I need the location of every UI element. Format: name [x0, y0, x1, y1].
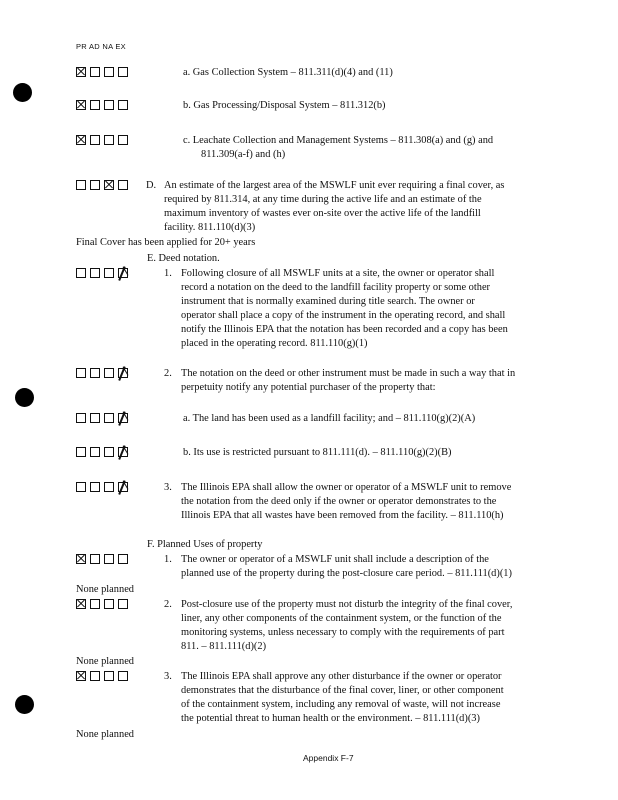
- item-text-line: The Illinois EPA shall allow the owner or operator of a MSWLF unit to remove: [181, 482, 512, 493]
- note-final-cover: Final Cover has been applied for 20+ years: [76, 237, 256, 248]
- note-none-planned-1: None planned: [76, 584, 134, 595]
- checkbox-ad[interactable]: [90, 599, 100, 609]
- item-text-line: Following closure of all MSWLF units at a site, the owner or operator shall: [181, 268, 495, 279]
- item-marker: D.: [146, 180, 157, 191]
- checkbox-pr[interactable]: [76, 268, 86, 278]
- checkbox-na[interactable]: [104, 368, 114, 378]
- item-text-line: liner, any other components of the containment system, or the function of the: [181, 613, 502, 624]
- item-text-line: maximum inventory of wastes ever on-site over the active life of the landfill: [164, 208, 481, 219]
- checkbox-na[interactable]: [104, 482, 114, 492]
- item-text-line: 811. – 811.111(d)(2): [181, 641, 267, 652]
- checkbox-ex[interactable]: [118, 482, 128, 492]
- item-text-line: operator shall place a copy of the instrument in the operating record, and shall: [181, 310, 506, 321]
- checkbox-group-d: [76, 180, 128, 190]
- item-text: a. The land has been used as a landfill facility; and – 811.110(g)(2)(A): [183, 413, 476, 424]
- checkbox-group-f3: [76, 671, 128, 681]
- checkbox-ex[interactable]: [118, 368, 128, 378]
- checkbox-ex[interactable]: [118, 599, 128, 609]
- checkbox-group-e3: [76, 482, 128, 492]
- checkbox-na[interactable]: [104, 554, 114, 564]
- item-text-line: the potential threat to human health or the environment. – 811.111(d)(3): [181, 713, 480, 724]
- checkbox-pr[interactable]: [76, 482, 86, 492]
- page-footer: Appendix F-7: [303, 753, 354, 763]
- note-none-planned-3: None planned: [76, 729, 134, 740]
- checkbox-na[interactable]: [104, 447, 114, 457]
- checkbox-na[interactable]: [104, 413, 114, 423]
- item-text-line: planned use of the property during the post-closure care period. – 811.111(d)(1): [181, 568, 512, 579]
- item-text-line: record a notation on the deed to the landfill facility property or some other: [181, 282, 491, 293]
- checkbox-na[interactable]: [104, 67, 114, 77]
- item-text-line: 811.309(a-f) and (h): [201, 149, 286, 160]
- item-text-line: The Illinois EPA shall approve any other disturbance if the owner or operator: [181, 671, 502, 682]
- checkbox-pr[interactable]: [76, 413, 86, 423]
- checkbox-ex[interactable]: [118, 67, 128, 77]
- item-text-line: demonstrates that the disturbance of the final cover, liner, or other component: [181, 685, 504, 696]
- section-f-heading: F. Planned Uses of property: [147, 539, 263, 550]
- hole-punch-bottom: [15, 695, 34, 714]
- checkbox-pr[interactable]: [76, 100, 86, 110]
- item-text-line: of the containment system, including any removal of waste, will not increase: [181, 699, 501, 710]
- checkbox-ex[interactable]: [118, 268, 128, 278]
- item-text-line: required by 811.314, at any time during the active life and an estimate of the: [164, 194, 482, 205]
- checkbox-ex[interactable]: [118, 554, 128, 564]
- item-text-line: instrument that is normally examined during title search. The owner or: [181, 296, 475, 307]
- checkbox-ad[interactable]: [90, 135, 100, 145]
- checkbox-group-e2: [76, 368, 128, 378]
- item-text-line: Post-closure use of the property must not disturb the integrity of the final cover,: [181, 599, 513, 610]
- checkbox-ad[interactable]: [90, 268, 100, 278]
- checkbox-ad[interactable]: [90, 100, 100, 110]
- item-marker: 2.: [164, 599, 172, 610]
- hole-punch-top: [13, 83, 32, 102]
- checkbox-na[interactable]: [104, 135, 114, 145]
- checkbox-ad[interactable]: [90, 482, 100, 492]
- item-text: a. Gas Collection System – 811.311(d)(4) and (11): [183, 67, 393, 78]
- item-text-line: The owner or operator of a MSWLF unit shall include a description of the: [181, 554, 489, 565]
- checkbox-na[interactable]: [104, 671, 114, 681]
- checkbox-ex[interactable]: [118, 100, 128, 110]
- checkbox-pr[interactable]: [76, 135, 86, 145]
- checkbox-pr[interactable]: [76, 447, 86, 457]
- item-text: b. Gas Processing/Disposal System – 811.312(b): [183, 100, 386, 111]
- checkbox-ex[interactable]: [118, 135, 128, 145]
- checkbox-group-f1: [76, 554, 128, 564]
- item-text-line: An estimate of the largest area of the MSWLF unit ever requiring a final cover, as: [164, 180, 505, 191]
- checkbox-group-f2: [76, 599, 128, 609]
- checkbox-ex[interactable]: [118, 180, 128, 190]
- item-text-line: The notation on the deed or other instrument must be made in such a way that in: [181, 368, 516, 379]
- checkbox-group-b: [76, 100, 128, 110]
- item-marker: 1.: [164, 554, 172, 565]
- note-none-planned-2: None planned: [76, 656, 134, 667]
- checkbox-group-c: [76, 135, 128, 145]
- checkbox-ex[interactable]: [118, 447, 128, 457]
- checkbox-na[interactable]: [104, 268, 114, 278]
- column-header: PR AD NA EX: [76, 42, 126, 51]
- checkbox-na[interactable]: [104, 100, 114, 110]
- item-text-line: perpetuity notify any potential purchaser of the property that:: [181, 382, 436, 393]
- checkbox-group-e1: [76, 268, 128, 278]
- item-text-line: the notation from the deed only if the owner or operator demonstrates to the: [181, 496, 497, 507]
- checkbox-pr[interactable]: [76, 554, 86, 564]
- hole-punch-middle: [15, 388, 34, 407]
- checkbox-ad[interactable]: [90, 67, 100, 77]
- item-marker: 3.: [164, 671, 172, 682]
- item-text-line: placed in the operating record. 811.110(g)(1): [181, 338, 368, 349]
- checkbox-pr[interactable]: [76, 671, 86, 681]
- item-text-line: facility. 811.110(d)(3): [164, 222, 256, 233]
- checkbox-ad[interactable]: [90, 180, 100, 190]
- item-marker: 3.: [164, 482, 172, 493]
- checkbox-pr[interactable]: [76, 368, 86, 378]
- checkbox-ad[interactable]: [90, 368, 100, 378]
- checkbox-ad[interactable]: [90, 671, 100, 681]
- checkbox-group-a: [76, 67, 128, 77]
- item-marker: 2.: [164, 368, 172, 379]
- checkbox-ex[interactable]: [118, 671, 128, 681]
- checkbox-ad[interactable]: [90, 447, 100, 457]
- checkbox-pr[interactable]: [76, 180, 86, 190]
- checkbox-ad[interactable]: [90, 413, 100, 423]
- item-text-line: Illinois EPA that all wastes have been removed from the facility. – 811.110(h): [181, 510, 504, 521]
- item-text: b. Its use is restricted pursuant to 811.111(d). – 811.110(g)(2)(B): [183, 447, 452, 458]
- checkbox-group-e2b: [76, 447, 128, 457]
- checkbox-na[interactable]: [104, 180, 114, 190]
- section-e-heading: E. Deed notation.: [147, 253, 220, 264]
- item-text-line: c. Leachate Collection and Management Systems – 811.308(a) and (g) and: [183, 135, 494, 146]
- item-text-line: notify the Illinois EPA that the notation has been recorded and a copy has been: [181, 324, 508, 335]
- checkbox-na[interactable]: [104, 599, 114, 609]
- checkbox-group-e2a: [76, 413, 128, 423]
- checkbox-ad[interactable]: [90, 554, 100, 564]
- checkbox-pr[interactable]: [76, 67, 86, 77]
- checkbox-ex[interactable]: [118, 413, 128, 423]
- checkbox-pr[interactable]: [76, 599, 86, 609]
- item-text-line: monitoring systems, unless necessary to comply with the requirements of part: [181, 627, 505, 638]
- item-marker: 1.: [164, 268, 172, 279]
